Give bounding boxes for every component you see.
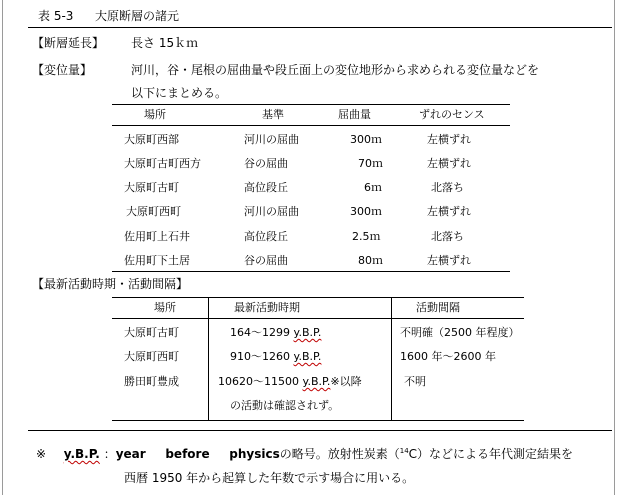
- ybp-unit: y.B.P.: [293, 350, 322, 363]
- cell-amount: 70ｍ: [358, 157, 383, 170]
- cell-sense: 北落ち: [431, 230, 464, 243]
- table-number: 表 5-3: [38, 9, 74, 23]
- activity-after: ※以降: [330, 375, 362, 388]
- page-title: 大原断層の諸元: [95, 9, 180, 23]
- activity-range: 10620～11500: [218, 375, 299, 388]
- displacement-description-line2: 以下にまとめる。: [131, 86, 228, 100]
- activity-range: 910～1260: [230, 350, 290, 363]
- cell-amount: 2.5ｍ: [352, 230, 381, 243]
- cell-amount: 300ｍ: [350, 205, 382, 218]
- column-header: 場所: [144, 108, 166, 121]
- cell-amount: 300ｍ: [350, 133, 382, 146]
- length-value: 長さ 15ｋｍ: [131, 36, 199, 50]
- cell-sense: 左横ずれ: [427, 133, 471, 146]
- cell-sense: 左横ずれ: [427, 205, 471, 218]
- cell-latest-activity: [230, 351, 321, 362]
- footnote-line2: 西暦 1950 年から起算した年数で示す場合に用いる。: [124, 471, 415, 485]
- cell-basis: 高位段丘: [244, 181, 288, 194]
- footnote-line1: [36, 448, 573, 460]
- isotope-superscript: 14: [399, 447, 409, 455]
- cell-place: 佐用町下土居: [124, 254, 190, 267]
- cell-interval: 不明: [404, 375, 426, 388]
- activity-range: 164～1299: [230, 326, 290, 339]
- cell-basis: 高位段丘: [244, 230, 288, 243]
- footnote-word-before: before: [165, 447, 210, 461]
- cell-amount: 80ｍ: [358, 254, 383, 267]
- cell-basis: 谷の屈曲: [244, 254, 288, 267]
- cell-sense: 北落ち: [431, 181, 464, 194]
- footnote-word-physics: physics: [229, 447, 280, 461]
- table-rule: [112, 420, 524, 421]
- cell-latest-activity: [218, 376, 362, 387]
- footnote-word-year: year: [115, 447, 146, 461]
- cell-latest-activity-line2: の活動は確認されず。: [230, 399, 340, 412]
- footnote-mark: ※: [36, 447, 47, 461]
- column-header: 最新活動時期: [234, 301, 300, 314]
- table-rule: [112, 297, 524, 298]
- cell-place: 大原町西部: [124, 133, 179, 146]
- cell-place: 大原町西町: [126, 205, 181, 218]
- column-header: 屈曲量: [338, 108, 371, 121]
- cell-place: 佐用町上石井: [124, 230, 190, 243]
- displacement-description-line1: 河川，谷・尾根の屈曲量や段丘面上の変位地形から求められる変位量などを: [131, 63, 540, 77]
- column-header: 基準: [262, 108, 284, 121]
- cell-place: 大原町古町西方: [124, 157, 201, 170]
- page-edge-right: [614, 0, 615, 495]
- cell-place: 大原町古町: [124, 326, 179, 339]
- cell-place: 勝田町豊成: [124, 375, 179, 388]
- title-rule: [28, 27, 612, 28]
- activity-label: 【最新活動時期・活動間隔】: [32, 277, 189, 291]
- cell-latest-activity: [230, 327, 321, 338]
- column-header: 活動間隔: [416, 301, 460, 314]
- cell-basis: 河川の屈曲: [244, 205, 299, 218]
- displacement-label: 【変位量】: [32, 63, 93, 77]
- table-column-divider: [391, 297, 392, 420]
- table-rule: [112, 271, 510, 272]
- length-label: 【断層延長】: [32, 36, 105, 50]
- cell-interval: 不明確（2500 年程度）: [400, 326, 520, 339]
- cell-sense: 左横ずれ: [427, 157, 471, 170]
- table-column-divider: [208, 297, 209, 420]
- column-header: ずれのセンス: [419, 108, 485, 121]
- ybp-unit: y.B.P.: [302, 375, 331, 388]
- footnote-colon: ：: [103, 447, 116, 461]
- table-rule: [112, 104, 510, 105]
- cell-interval: 1600 年～2600 年: [400, 350, 496, 363]
- table-rule: [112, 318, 524, 319]
- column-header: 場所: [154, 301, 176, 314]
- page-edge-left: [2, 0, 3, 495]
- footnote-text-part1: の略号。放射性炭素（: [279, 447, 400, 461]
- footnote-term: y.B.P.: [63, 447, 100, 461]
- footnote-text-part2: C）などによる年代測定結果を: [408, 447, 574, 461]
- cell-amount: 6ｍ: [364, 181, 382, 194]
- cell-sense: 左横ずれ: [427, 254, 471, 267]
- footnote-rule: [28, 430, 612, 431]
- table-rule: [112, 125, 510, 126]
- cell-basis: 河川の屈曲: [244, 133, 299, 146]
- cell-place: 大原町古町: [124, 181, 179, 194]
- ybp-unit: y.B.P.: [293, 326, 322, 339]
- cell-basis: 谷の屈曲: [244, 157, 288, 170]
- cell-place: 大原町西町: [124, 350, 179, 363]
